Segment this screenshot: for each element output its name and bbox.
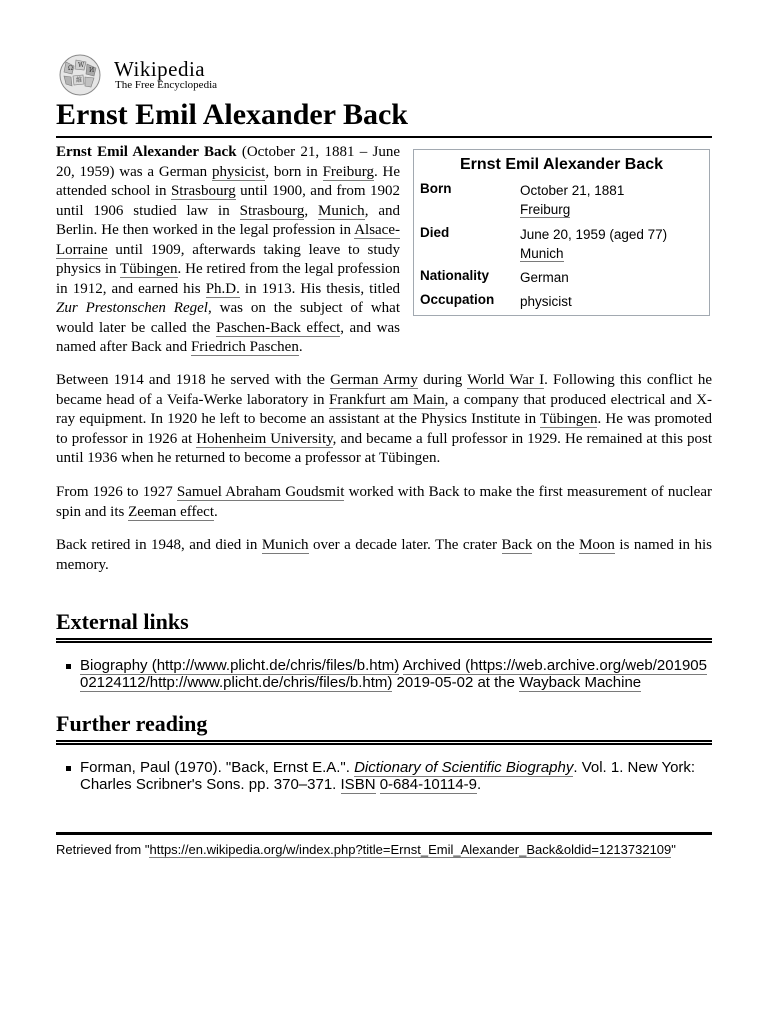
wikipedia-tagline: The Free Encyclopedia [115,79,218,91]
subject-name: Ernst Emil Alexander Back [56,144,237,160]
text: . He retired from the legal profession in 1912, and earned his [56,261,400,297]
text: . Following this conflict he became head of a Veifa-Werke laboratory in [56,372,713,408]
text: 2019-05-02 at the [392,674,520,691]
link-isbn[interactable]: ISBN [340,776,376,793]
infobox-label-died: Died [420,225,450,240]
page-title: Ernst Emil Alexander Back [56,96,712,138]
svg-text:W: W [78,62,85,69]
link-paschen-back-effect[interactable]: Paschen-Back effect [215,319,341,336]
footer-divider [56,832,712,835]
paragraph-intro [56,143,400,358]
paragraph-retirement [56,536,712,575]
link-phd[interactable]: Ph.D. [205,280,240,297]
link-freiburg[interactable]: Freiburg [322,163,374,180]
link-munich[interactable]: Munich [318,202,365,219]
text: Retrieved from " [56,842,150,857]
link-retrieved-url[interactable]: https://en.wikipedia.org/w/index.php?title=Ernst_Emil_Alexander_Back&oldid=1213732109 [149,842,672,857]
text: . [298,339,303,355]
text: until 1909, afterwards taking leave to study physics in [56,241,400,277]
link-munich-2[interactable]: Munich [261,537,309,553]
infobox-label-nationality: Nationality [420,268,490,283]
link-tubingen[interactable]: Tübingen [120,261,178,277]
text: , and became a full professor in 1929. He remained at this post until 1936 when he returned to become a professor at Tübingen. [56,430,712,466]
link-born-place[interactable]: Freiburg [520,202,571,217]
text: over a decade later. The crater [308,537,502,553]
text: Between 1914 and 1918 he served with the [56,372,331,388]
text: on the [532,537,580,553]
text: , born in [265,163,323,180]
link-wayback-machine[interactable]: Wayback Machine [519,674,642,691]
link-back-crater[interactable]: Back [501,537,533,553]
infobox-value-occupation: physicist [520,294,572,309]
thesis-title: Zur Prestonschen Regel [56,300,208,316]
text: Back retired in 1948, and died in [56,537,262,553]
heading-further-reading: Further reading [56,710,712,745]
link-tubingen-2[interactable]: Tübingen [539,411,598,427]
infobox-label-born: Born [420,181,452,196]
infobox [413,149,710,316]
text: until 1900, and from 1902 until 1906 studied law in [56,183,400,219]
heading-external-links: External links [56,608,712,643]
link-dictionary-of-scientific-biography[interactable]: Dictionary of Scientific Biography [354,759,574,776]
text: , was on the subject of what would later be called the [56,300,401,336]
svg-text:維: 維 [76,77,83,84]
further-reading-list [56,759,712,793]
link-strasbourg[interactable]: Strasbourg [170,183,236,199]
died-date: June 20, 1959 (aged 77) [520,227,668,242]
link-samuel-abraham-goudsmit[interactable]: Samuel Abraham Goudsmit [176,484,345,500]
link-archived[interactable]: Archived (https://web.archive.org/web/20190502124112/http://www.plicht.de/chris/files/b.htm) [80,657,707,691]
link-biography[interactable]: Biography (http://www.plicht.de/chris/files/b.htm) [80,657,400,674]
text: . He was promoted to professor in 1926 at [56,411,712,447]
paragraph-goudsmit [56,483,712,522]
link-world-war-i[interactable]: World War I [467,372,545,388]
wikipedia-wordmark[interactable]: Wikipedia [114,57,206,81]
link-isbn-number[interactable]: 0-684-10114-9 [379,776,477,793]
link-moon[interactable]: Moon [579,537,615,553]
retrieved-from [56,842,712,857]
infobox-label-occupation: Occupation [420,292,495,307]
text: Forman, Paul (1970). "Back, Ernst E.A.". [80,759,355,776]
text: " [671,842,676,857]
text: (October 21, 1881 – June 20, 1959) was a German [56,144,400,180]
text: . [214,503,218,520]
link-hohenheim-university[interactable]: Hohenheim University [196,430,333,447]
svg-text:И: И [89,67,95,74]
text: From 1926 to 1927 [56,484,177,500]
external-links-list [56,657,712,691]
text: , a company that produced electrical and X-ray equipment. In 1920 he left to become an assistant at the Physics Institute in [56,391,712,427]
text: . [477,776,482,793]
text: in 1913. His thesis, titled [239,280,401,297]
infobox-value-born [520,181,624,219]
link-physicist[interactable]: physicist [211,163,266,180]
text: during [417,372,468,388]
link-died-place[interactable]: Munich [520,246,564,261]
text: is named in his memory. [56,537,712,573]
text: . He attended school in [56,163,400,199]
infobox-title: Ernst Emil Alexander Back [459,156,664,173]
born-date: October 21, 1881 [520,183,625,198]
paragraph-career [56,371,712,469]
text: worked with Back to make the first measurement of nuclear spin and its [56,484,712,520]
link-frankfurt-am-main[interactable]: Frankfurt am Main [329,391,445,408]
svg-text:Ω: Ω [68,65,73,72]
link-friedrich-paschen[interactable]: Friedrich Paschen [190,339,299,355]
infobox-value-nationality: German [520,270,569,285]
text: , [304,202,319,219]
link-german-army[interactable]: German Army [330,372,418,388]
list-item [56,759,712,793]
link-strasbourg-2[interactable]: Strasbourg [239,202,305,219]
link-zeeman-effect[interactable]: Zeeman effect [128,503,215,520]
text: , and Berlin. He then worked in the legal profession in [56,202,400,238]
text: . Vol. 1. New York: Charles Scribner's Sons. pp. 370–371. [80,759,696,793]
text: , and was named after Back and [56,319,400,355]
wikipedia-globe-icon[interactable] [56,54,104,96]
infobox-value-died [520,225,667,263]
link-alsace-lorraine[interactable]: Alsace-Lorraine [56,222,400,258]
list-item [56,657,712,691]
